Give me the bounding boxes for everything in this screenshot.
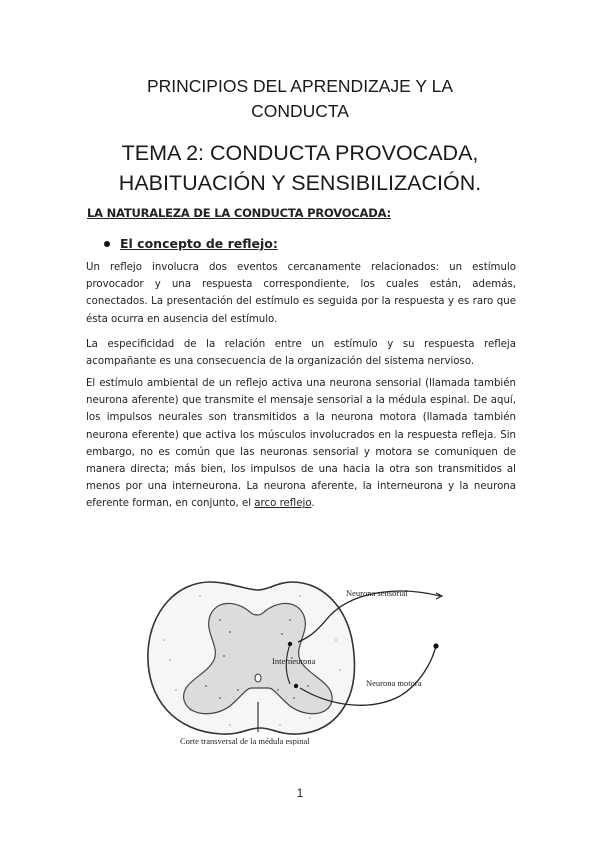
topic-line-1: TEMA 2: CONDUCTA PROVOCADA, [121, 141, 479, 165]
interneuron-dot [288, 642, 292, 646]
motor-soma-dot [294, 684, 298, 688]
section-heading: LA NATURALEZA DE LA CONDUCTA PROVOCADA: [87, 206, 391, 220]
label-motor-neuron: Neurona motora [366, 678, 422, 688]
paragraph-3-text: El estímulo ambiental de un reflejo activa una neurona sensorial (llamada también neurona aferente) que transmite el mensaje sensorial a la médula espinal. De aquí, los impulsos neurales son transmitidos a la neurona motora (llamada también neurona eferente) que activa los músculos involucrados en la respuesta refleja. Sin embargo, no es común que las neuronas sensorial y motora se comuniquen de manera directa; más bien, los impulsos de una hacia la otra son transmitidos al menos por una interneurona. La neurona aferente, la interneurona y la neurona eferente forman, en conjunto, el [86, 378, 516, 510]
spinal-cord-diagram [140, 560, 460, 745]
paragraph-2: La especificidad de la relación entre un estímulo y su respuesta refleja acompañante es una consecuencia de la organización del sistema nervioso. [86, 339, 516, 368]
title-line-2: CONDUCTA [251, 101, 349, 121]
page-number: 1 [296, 786, 304, 800]
central-canal [255, 674, 261, 682]
bullet-item [104, 236, 278, 251]
topic-title [40, 138, 560, 198]
label-sensory-neuron: Neurona sensorial [346, 588, 408, 598]
label-interneuron: Interneurona [272, 656, 316, 666]
bullet-dot-icon [104, 241, 110, 247]
paragraph-1: Un reflejo involucra dos eventos cercanamente relacionados: un estímulo provocador y una respuesta correspondiente, los cuales están, además, conectados. La presentación del estímulo es seguida por la respuesta y es raro que ésta ocurra en ausencia del estímulo. [86, 262, 516, 325]
reflex-arc-figure [140, 560, 460, 745]
document-title [60, 74, 540, 124]
effector-dot [433, 643, 438, 648]
reflex-arc-term: arco reflejo [254, 498, 312, 510]
paragraph-3-end: . [311, 498, 315, 510]
bullet-label: El concepto de reflejo: [120, 236, 278, 251]
title-line-1: PRINCIPIOS DEL APRENDIZAJE Y LA [146, 76, 454, 96]
topic-line-2: HABITUACIÓN Y SENSIBILIZACIÓN. [118, 171, 482, 195]
figure-caption: Corte transversal de la médula espinal [180, 736, 310, 745]
paragraph-3 [86, 375, 516, 513]
